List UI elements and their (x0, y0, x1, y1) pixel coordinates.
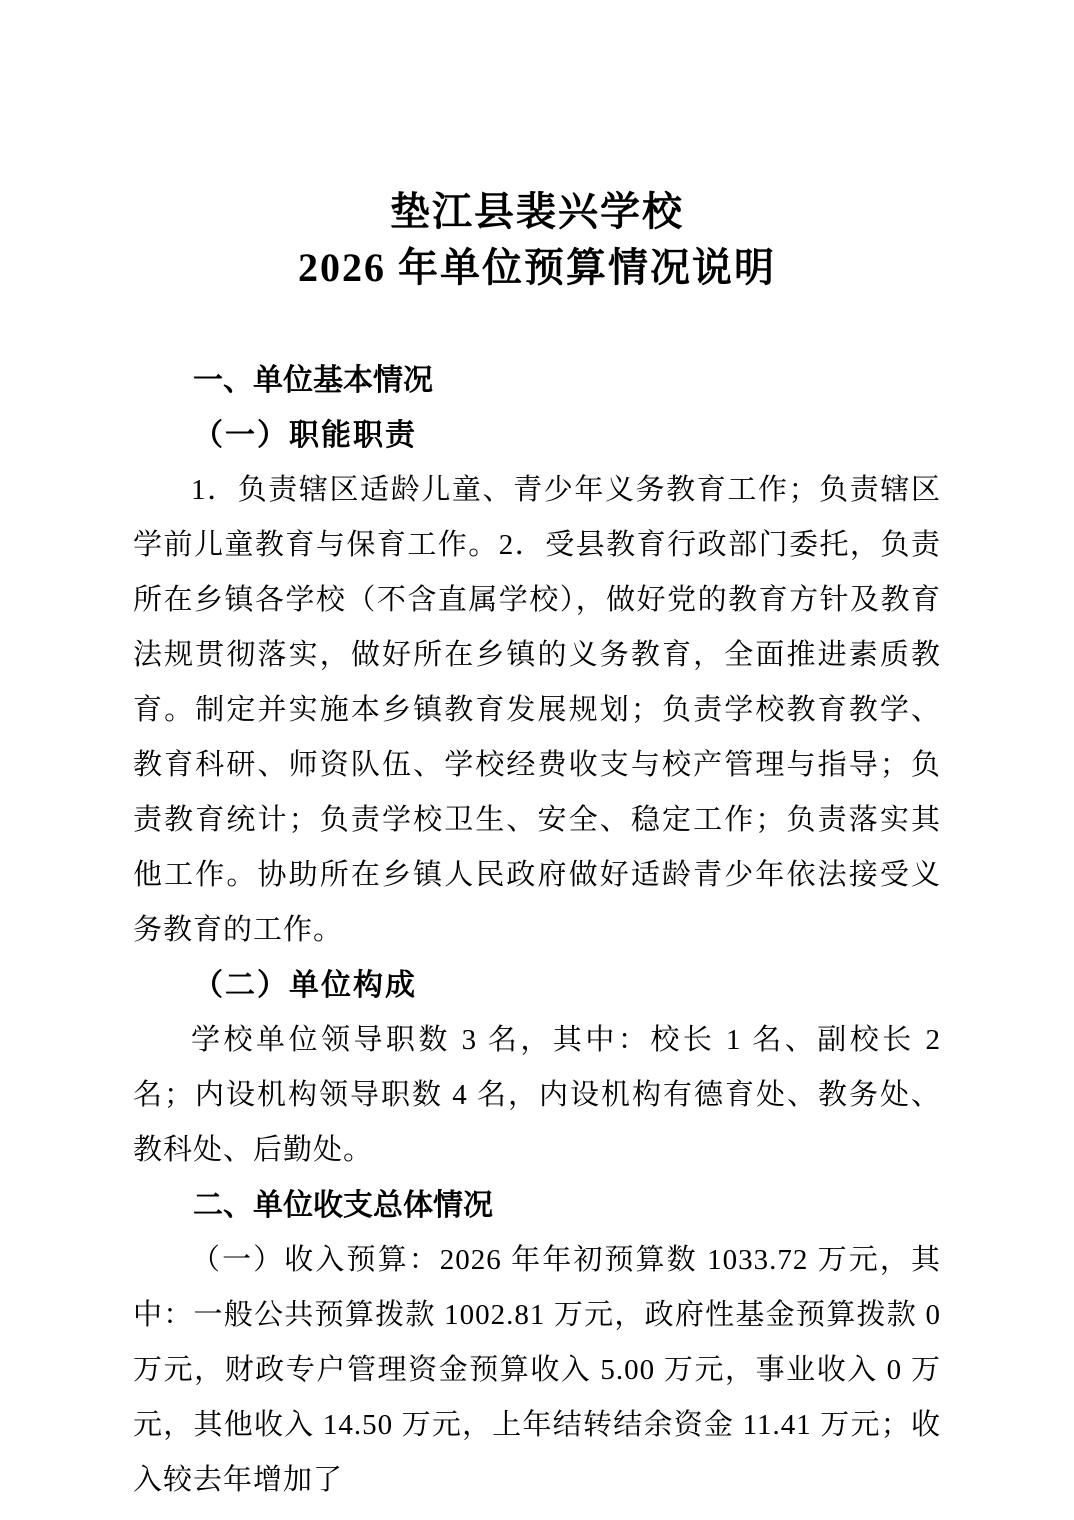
section-heading-revenue-expenditure: 二、单位收支总体情况 (193, 1189, 493, 1222)
document-title-line2: 2026 年单位预算情况说明 (298, 245, 776, 290)
paragraph-revenue-budget: （一）收入预算：2026 年年初预算数 1033.72 万元，其中：一般公共预算拨款 1002.81 万元，政府性基金预算拨款 0 万元，财政专户管理资金预算收入 5.00 万元，事业收入 0 万元，其他收入 14.50 万元，上年结转结余资金 11.41 万元；收入较去年增加了 (133, 1244, 941, 1496)
paragraph-unit-structure: 学校单位领导职数 3 名，其中：校长 1 名、副校长 2 名；内设机构领导职数 4 名，内设机构有德育处、教务处、教科处、后勤处。 (133, 1024, 941, 1166)
document-title-line1: 垫江县裴兴学校 (390, 189, 684, 234)
subsection-heading-unit-structure: （二）单位构成 (193, 969, 417, 1002)
subsection-heading-duties: （一）职能职责 (193, 419, 417, 452)
section-heading-basic-info: 一、单位基本情况 (193, 364, 433, 397)
paragraph-duties: 1．负责辖区适龄儿童、青少年义务教育工作；负责辖区学前儿童教育与保育工作。2．受县教育行政部门委托，负责所在乡镇各学校（不含直属学校），做好党的教育方针及教育法规贯彻落实，做好所在乡镇的义务教育，全面推进素质教育。制定并实施本乡镇教育发展规划；负责学校教育教学、教育科研、师资队伍、学校经费收支与校产管理与指导；负责教育统计；负责学校卫生、安全、稳定工作；负责落实其他工作。协助所在乡镇人民政府做好适龄青少年依法接受义务教育的工作。 (133, 474, 941, 946)
document-title (133, 184, 941, 296)
